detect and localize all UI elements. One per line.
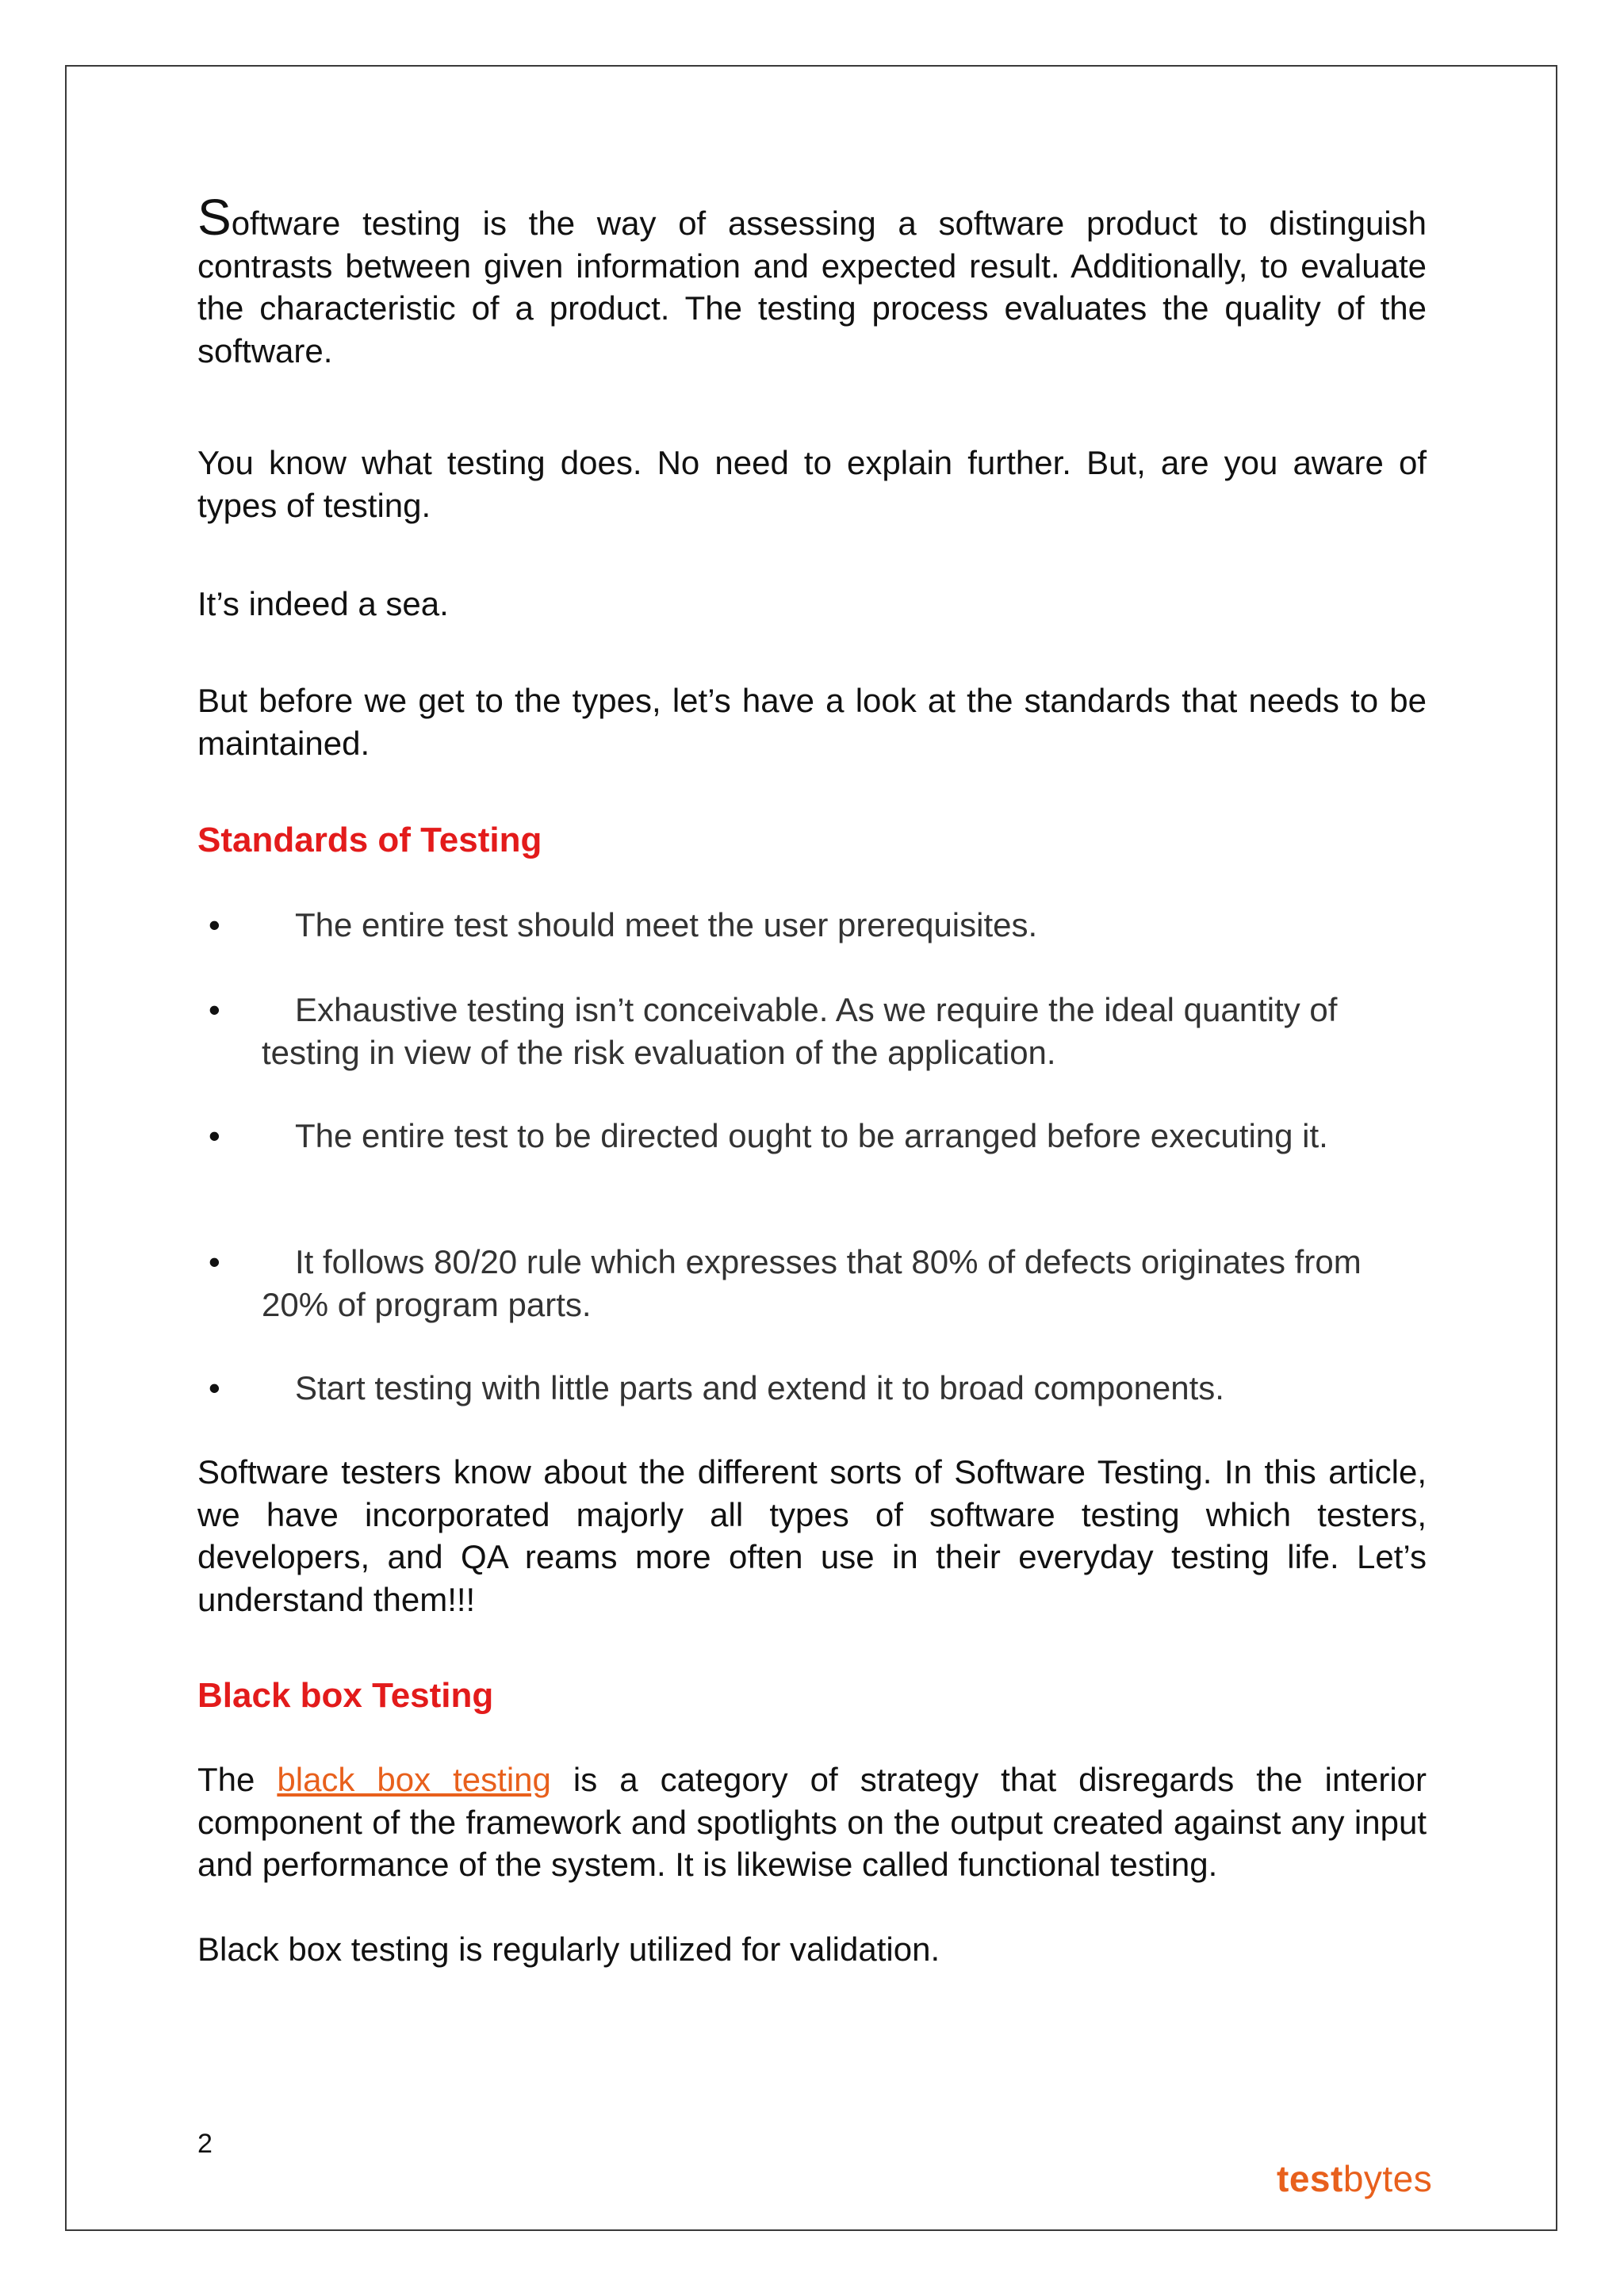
list-item-text: Start testing with little parts and extend it to broad components.: [295, 1369, 1224, 1406]
paragraph-validation: Black box testing is regularly utilized for validation.: [197, 1931, 940, 1968]
paragraph-summary: Software testers know about the different sorts of Software Testing. In this article, we have incorporated majorly all types of software testing which testers, developers, and QA reams more often use in their everyday testing life. Let’s understand them!!!: [197, 1453, 1427, 1618]
bullet-icon: •: [209, 991, 220, 1028]
list-item-text: It follows 80/20 rule which expresses that 80% of defects originates from 20% of program parts.: [262, 1243, 1362, 1323]
black-box-text-before: The: [197, 1761, 278, 1798]
paragraph-testing-types: You know what testing does. No need to explain further. But, are you aware of types of testing.: [197, 444, 1427, 524]
bullet-icon: •: [209, 1243, 220, 1280]
page-number: 2: [197, 2129, 213, 2159]
list-item-text: The entire test should meet the user prerequisites.: [295, 906, 1038, 943]
bullet-icon: •: [209, 1117, 220, 1154]
heading-standards: Standards of Testing: [197, 821, 542, 859]
list-item: [197, 1115, 1427, 1158]
brand-logo-bold: test: [1277, 2158, 1343, 2199]
list-item: [197, 1367, 1427, 1410]
list-item-text: Exhaustive testing isn’t conceivable. As we require the ideal quantity of testing in view of the risk evaluation of the application.: [262, 991, 1338, 1071]
paragraph-standards-intro: But before we get to the types, let’s have a look at the standards that needs to be maintained.: [197, 682, 1427, 762]
paragraph-black-box: [197, 1758, 1427, 1886]
brand-logo: [1277, 2158, 1432, 2199]
intro-paragraph: [197, 189, 1427, 372]
list-item: [197, 989, 1427, 1073]
black-box-text-after: is a category of strategy that disregards the interior component of the framework and spotlights on the output created against any input and performance of the system. It is likewise called functional testing.: [197, 1761, 1427, 1883]
drop-cap: S: [197, 189, 232, 246]
bullet-icon: •: [209, 906, 220, 943]
list-item: [197, 904, 1427, 947]
bullet-icon: •: [209, 1369, 220, 1406]
list-item: [197, 1241, 1427, 1326]
paragraph-sea: It’s indeed a sea.: [197, 585, 449, 622]
intro-paragraph-text: oftware testing is the way of assessing a software product to distinguish contrasts between given information and expected result. Additionally, to evaluate the characteristic of a product. The testing process evaluates the quality of the software.: [197, 205, 1427, 369]
heading-black-box: Black box Testing: [197, 1676, 494, 1715]
list-item-text: The entire test to be directed ought to be arranged before executing it.: [295, 1117, 1328, 1154]
black-box-testing-link[interactable]: black box testing: [277, 1761, 551, 1798]
brand-logo-regular: bytes: [1342, 2158, 1433, 2199]
